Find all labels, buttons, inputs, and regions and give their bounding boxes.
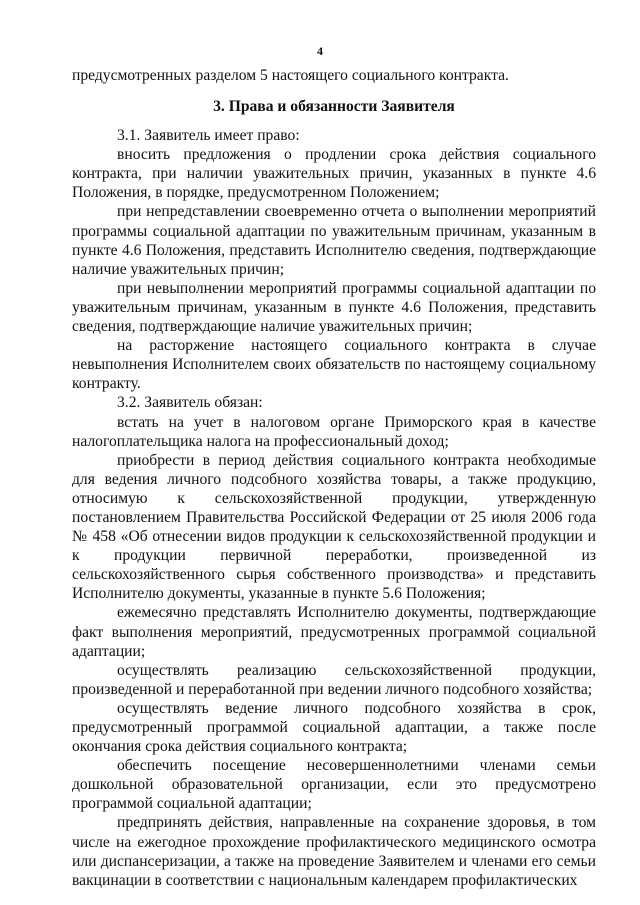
duties-item: предпринять действия, направленные на сохранение здоровья, в том числе на ежегодное прохождение профилактического медицинского осмотра или диспансеризации, а также на проведение Заявителем и членами его семьи вакцинации в соответствии с национальным календарем профилактических (72, 814, 596, 889)
duties-item: приобрести в период действия социального контракта необходимые для ведения личного подсобного хозяйства товары, а также продукцию, относимую к сельскохозяйственной продукции, утвержденную постановлением Правительства Российской Федерации от 25 июля 2006 года № 458 «Об отнесении видов продукции к сельскохозяйственной продукции и к продукции первичной переработки, произведенной из сельскохозяйственного сырья собственного производства» и представить Исполнителю документы, указанные в пункте 5.6 Положения; (72, 451, 596, 603)
page-number: 4 (317, 44, 323, 58)
rights-heading: 3.1. Заявитель имеет право: (117, 127, 300, 145)
rights-item: на расторжение настоящего социального контракта в случае невыполнения Исполнителем своих обязательств по настоящему социальному контракту. (72, 337, 596, 393)
duties-item: осуществлять ведение личного подсобного хозяйства в срок, предусмотренный программой социальной адаптации, а также после окончания срока действия социального контракта; (72, 699, 596, 756)
section-title: 3. Права и обязанности Заявителя (213, 98, 455, 116)
duties-item: встать на учет в налоговом органе Приморского края в качестве налогоплательщика налога на профессиональный доход; (72, 413, 596, 450)
rights-item: при непредставлении своевременно отчета о выполнении мероприятий программы социальной адаптации по уважительным причинам, указанным в пункте 4.6 Положения, представить Исполнителю сведения, подтверждающие наличие уважительных причин; (72, 203, 596, 278)
duties-heading: 3.2. Заявитель обязан: (117, 394, 263, 412)
duties-item: ежемесячно представлять Исполнителю документы, подтверждающие факт выполнения мероприятий, предусмотренных программой социальной адаптации; (72, 604, 596, 660)
document-body (72, 66, 596, 890)
rights-item: при невыполнении мероприятий программы социальной адаптации по уважительным причинам, указанным в пункте 4.6 Положения, представить сведения, подтверждающие наличие уважительных причин; (72, 279, 596, 336)
rights-item: вносить предложения о продлении срока действия социального контракта, при наличии уважительных причин, указанных в пункте 4.6 Положения, в порядке, предусмотренном Положением; (72, 146, 596, 202)
intro-line: предусмотренных разделом 5 настоящего социального контракта. (72, 67, 509, 84)
duties-item: обеспечить посещение несовершеннолетними членами семьи дошкольной образовательной организации, если это предусмотрено программой социальной адаптации; (72, 757, 596, 813)
duties-item: осуществлять реализацию сельскохозяйственной продукции, произведенной и переработанной при ведении личного подсобного хозяйства; (72, 661, 596, 698)
